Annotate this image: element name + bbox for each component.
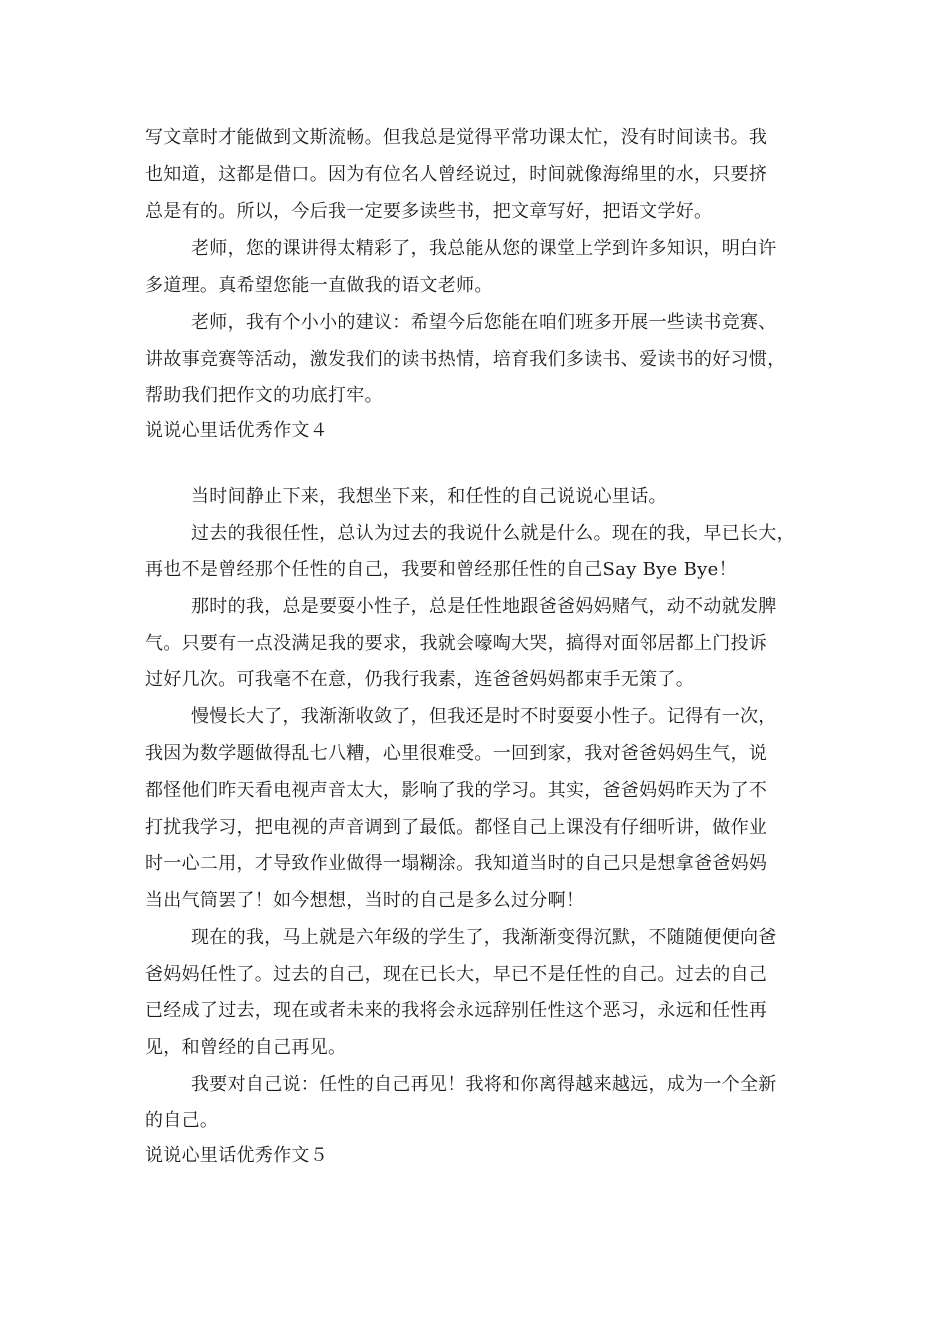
text-line: 已经成了过去，现在或者未来的我将会永远辞别任性这个恶习，永远和任性再 <box>145 1000 768 1021</box>
text-line: 的自己。 <box>145 1110 219 1131</box>
text-line: 讲故事竞赛等活动，激发我们的读书热情，培育我们多读书、爱读书的好习惯， <box>145 349 786 370</box>
text-line: 多道理。真希望您能一直做我的语文老师。 <box>145 275 493 296</box>
text-line: 打扰我学习，把电视的声音调到了最低。都怪自己上课没有仔细听讲，做作业 <box>145 817 768 838</box>
text-line: 气。只要有一点没满足我的要求，我就会嚎啕大哭，搞得对面邻居都上门投诉 <box>145 633 768 654</box>
text-line: 当时间静止下来，我想坐下来，和任性的自己说说心里话。 <box>191 486 667 507</box>
text-line: 时一心二用，才导致作业做得一塌糊涂。我知道当时的自己只是想拿爸爸妈妈 <box>145 853 768 874</box>
section-heading: 说说心里话优秀作文４ <box>145 420 328 441</box>
text-line: 我要对自己说：任性的自己再见！我将和你离得越来越远，成为一个全新 <box>191 1074 777 1095</box>
text-line: 过去的我很任性，总认为过去的我说什么就是什么。现在的我，早已长大， <box>191 523 795 544</box>
text-line: 当出气筒罢了！如今想想，当时的自己是多么过分啊！ <box>145 890 585 911</box>
text-line: 见，和曾经的自己再见。 <box>145 1037 347 1058</box>
text-line: 再也不是曾经那个任性的自己，我要和曾经那任性的自己Say Bye Bye！ <box>145 559 737 580</box>
text-line: 老师，您的课讲得太精彩了，我总能从您的课堂上学到许多知识，明白许 <box>191 238 777 259</box>
section-heading: 说说心里话优秀作文５ <box>145 1145 328 1166</box>
text-line: 帮助我们把作文的功底打牢。 <box>145 385 383 406</box>
text-line: 过好几次。可我毫不在意，仍我行我素，连爸爸妈妈都束手无策了。 <box>145 669 694 690</box>
text-line: 现在的我，马上就是六年级的学生了，我渐渐变得沉默，不随随便便向爸 <box>191 927 777 948</box>
text-line: 我因为数学题做得乱七八糟，心里很难受。一回到家，我对爸爸妈妈生气，说 <box>145 743 768 764</box>
text-line: 爸妈妈任性了。过去的自己，现在已长大，早已不是任性的自己。过去的自己 <box>145 964 768 985</box>
text-line: 总是有的。所以，今后我一定要多读些书，把文章写好，把语文学好。 <box>145 201 713 222</box>
text-line: 也知道，这都是借口。因为有位名人曾经说过，时间就像海绵里的水，只要挤 <box>145 164 768 185</box>
text-line: 慢慢长大了，我渐渐收敛了，但我还是时不时耍耍小性子。记得有一次， <box>191 706 777 727</box>
text-line: 那时的我，总是要耍小性子，总是任性地跟爸爸妈妈赌气，动不动就发脾 <box>191 596 777 617</box>
text-line: 写文章时才能做到文斯流畅。但我总是觉得平常功课太忙，没有时间读书。我 <box>145 127 768 148</box>
text-line: 都怪他们昨天看电视声音太大，影响了我的学习。其实，爸爸妈妈昨天为了不 <box>145 780 768 801</box>
text-line: 老师，我有个小小的建议：希望今后您能在咱们班多开展一些读书竞赛、 <box>191 312 777 333</box>
